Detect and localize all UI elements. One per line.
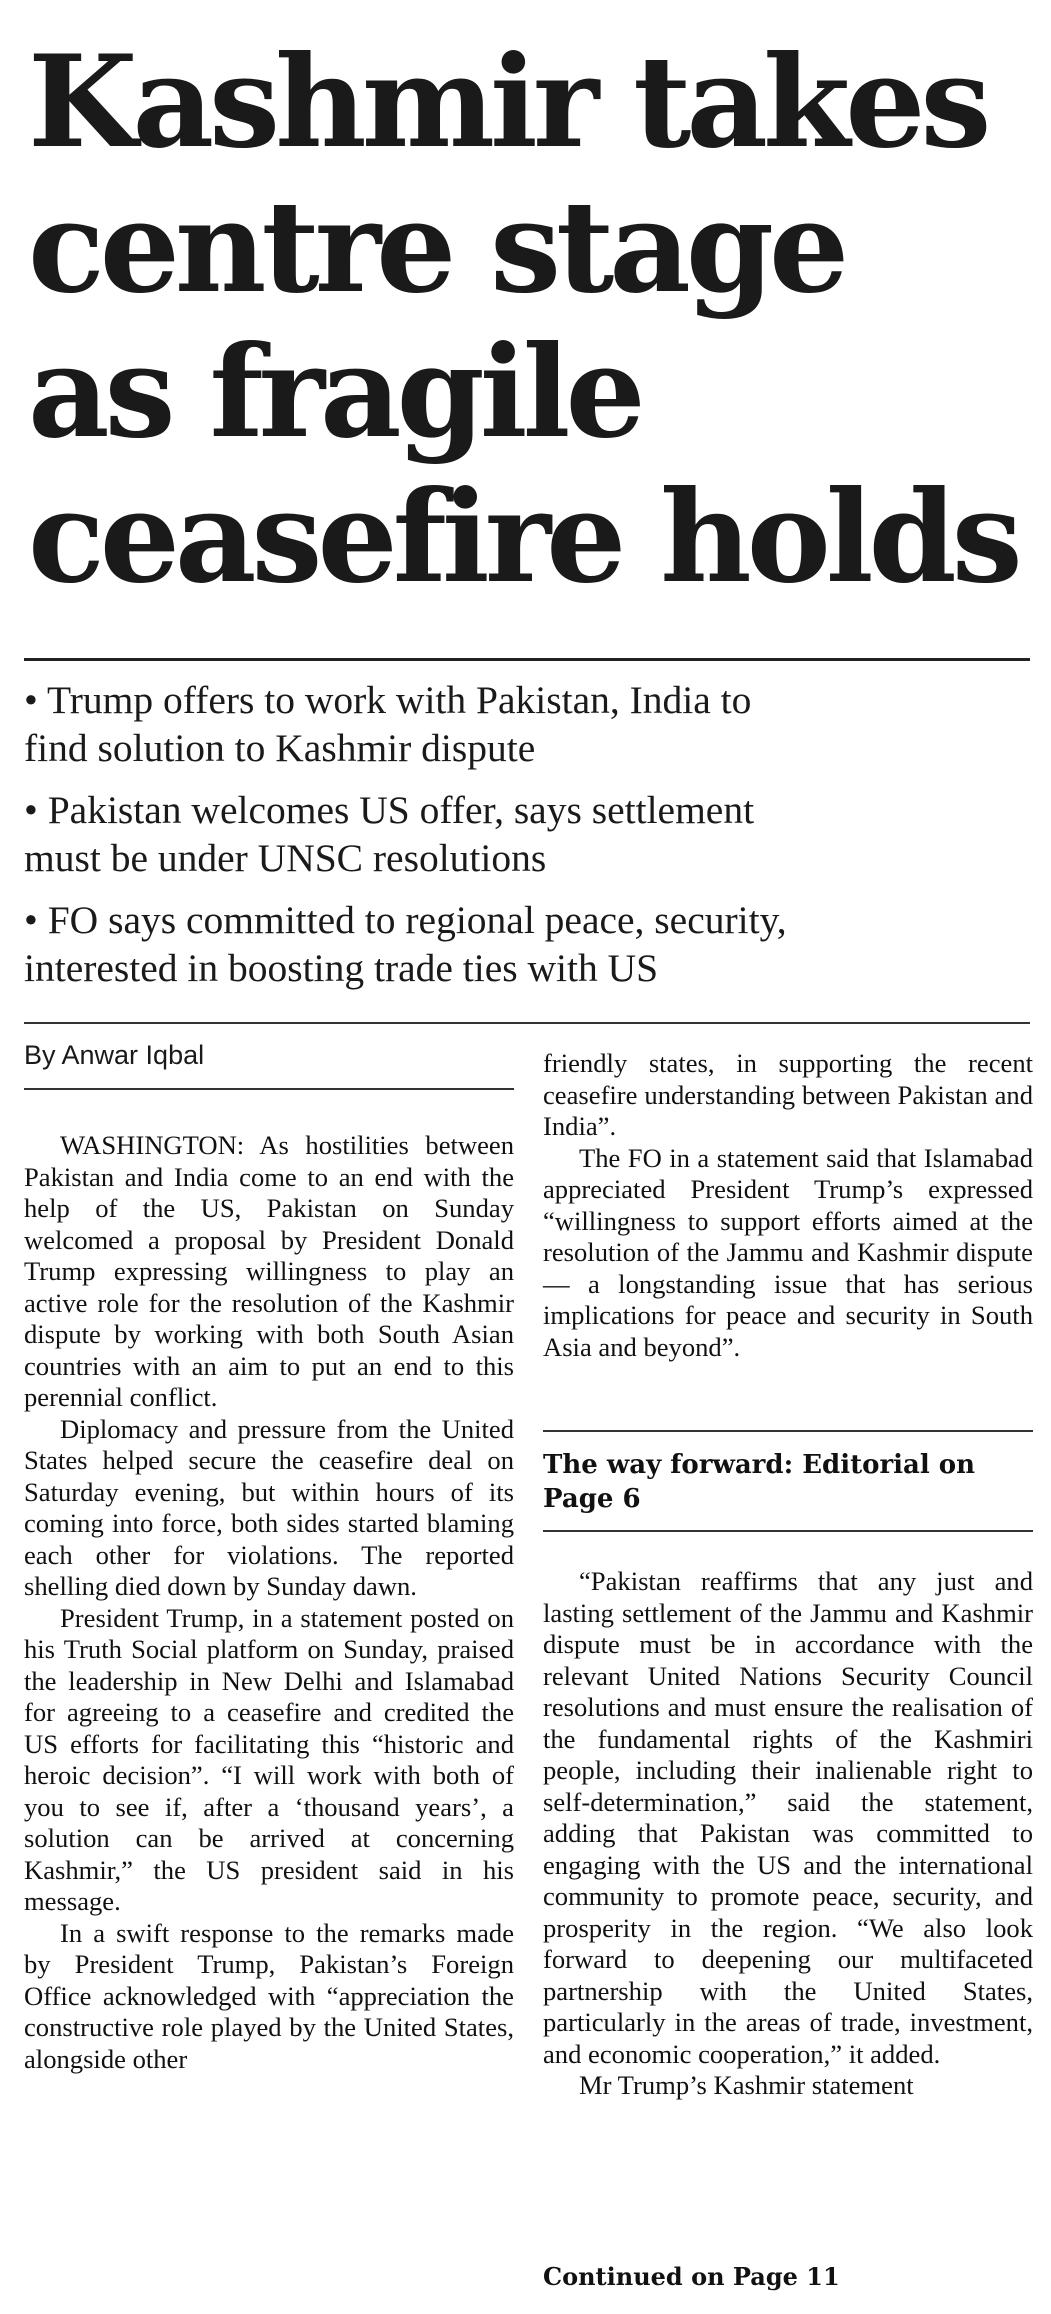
editorial-box-bottom-rule [543, 1530, 1033, 1532]
continued-on-page: Continued on Page 11 [543, 2262, 840, 2291]
article-column-left [24, 1130, 514, 2075]
highlight-line: • Pakistan welcomes US offer, says settlement [24, 788, 755, 832]
headline-divider [24, 658, 1030, 661]
article-paragraph: In a swift response to the remarks made by President Trump, Pakistan’s Foreign Office acknowledged with “appreciation the constructive role played by the United States, alongside other [24, 1917, 514, 2074]
highlight-line: • Trump offers to work with Pakistan, India to [24, 678, 752, 722]
highlights-divider [24, 1022, 1030, 1024]
article-paragraph: Mr Trump’s Kashmir statement [579, 2070, 914, 2100]
highlight-item [24, 896, 1034, 992]
highlight-item [24, 676, 1034, 772]
article-column-right-top [543, 1048, 1033, 1363]
highlight-line: must be under UNSC resolutions [24, 836, 547, 880]
article-paragraph: Diplomacy and pressure from the United States helped secure the ceasefire deal on Saturday evening, but within hours of its coming into force, both sides started blaming each other for violations. The reported shelling died down by Sunday dawn. [24, 1413, 514, 1601]
headline-line: ceasefire holds [28, 463, 1018, 611]
headline [28, 30, 1028, 610]
byline: By Anwar Iqbal [24, 1040, 205, 1070]
headline-line: Kashmir takes [28, 28, 987, 176]
article-paragraph: The FO in a statement said that Islamabad appreciated President Trump’s expressed “willingness to support efforts aimed at the resolution of the Jammu and Kashmir dispute — a longstanding issue that has serious implications for peace and security in South Asia and beyond”. [543, 1142, 1033, 1362]
article-paragraph: President Trump, in a statement posted on his Truth Social platform on Sunday, praised the leadership in New Delhi and Islamabad for agreeing to a ceasefire and credited the US efforts for facilitating this “historic and heroic decision”. “I will work with both of you to see if, after a ‘thousand years’, a solution can be arrived at concerning Kashmir,” the US president said in his message. [24, 1602, 514, 1916]
highlights-list [24, 676, 1034, 1006]
headline-line: as fragile [28, 318, 641, 466]
highlight-line: interested in boosting trade ties with US [24, 946, 659, 990]
byline-divider [24, 1088, 514, 1090]
article-paragraph: WASHINGTON: As hostilities between Pakistan and India come to an end with the help of the US, Pakistan on Sunday welcomed a proposal by President Donald Trump expressing willingness to play an active role for the resolution of the Kashmir dispute by working with both South Asian countries with an aim to put an end to this perennial conflict. [24, 1130, 514, 1412]
editorial-box-top-rule [543, 1430, 1033, 1432]
article-column-right-bottom [543, 1566, 1033, 2102]
highlight-line: • FO says committed to regional peace, security, [24, 898, 787, 942]
editorial-reference: The way forward: Editorial on Page 6 [543, 1450, 976, 1514]
headline-line: centre stage [28, 173, 845, 321]
highlight-item [24, 786, 1034, 882]
article-paragraph: “Pakistan reaffirms that any just and lasting settlement of the Jammu and Kashmir dispute must be in accordance with the relevant United Nations Security Council resolutions and must ensure the realisation of the fundamental rights of the Kashmiri people, including their inalienable right to self-determination,” said the statement, adding that Pakistan was committed to engaging with the US and the international community to promote peace, security, and prosperity in the region. “We also look forward to deepening our multifaceted partnership with the United States, particularly in the areas of trade, investment, and economic cooperation,” it added. [543, 1566, 1033, 2069]
article-paragraph: friendly states, in supporting the recent ceasefire understanding between Pakistan and India”. [543, 1048, 1033, 1141]
highlight-line: find solution to Kashmir dispute [24, 726, 536, 770]
